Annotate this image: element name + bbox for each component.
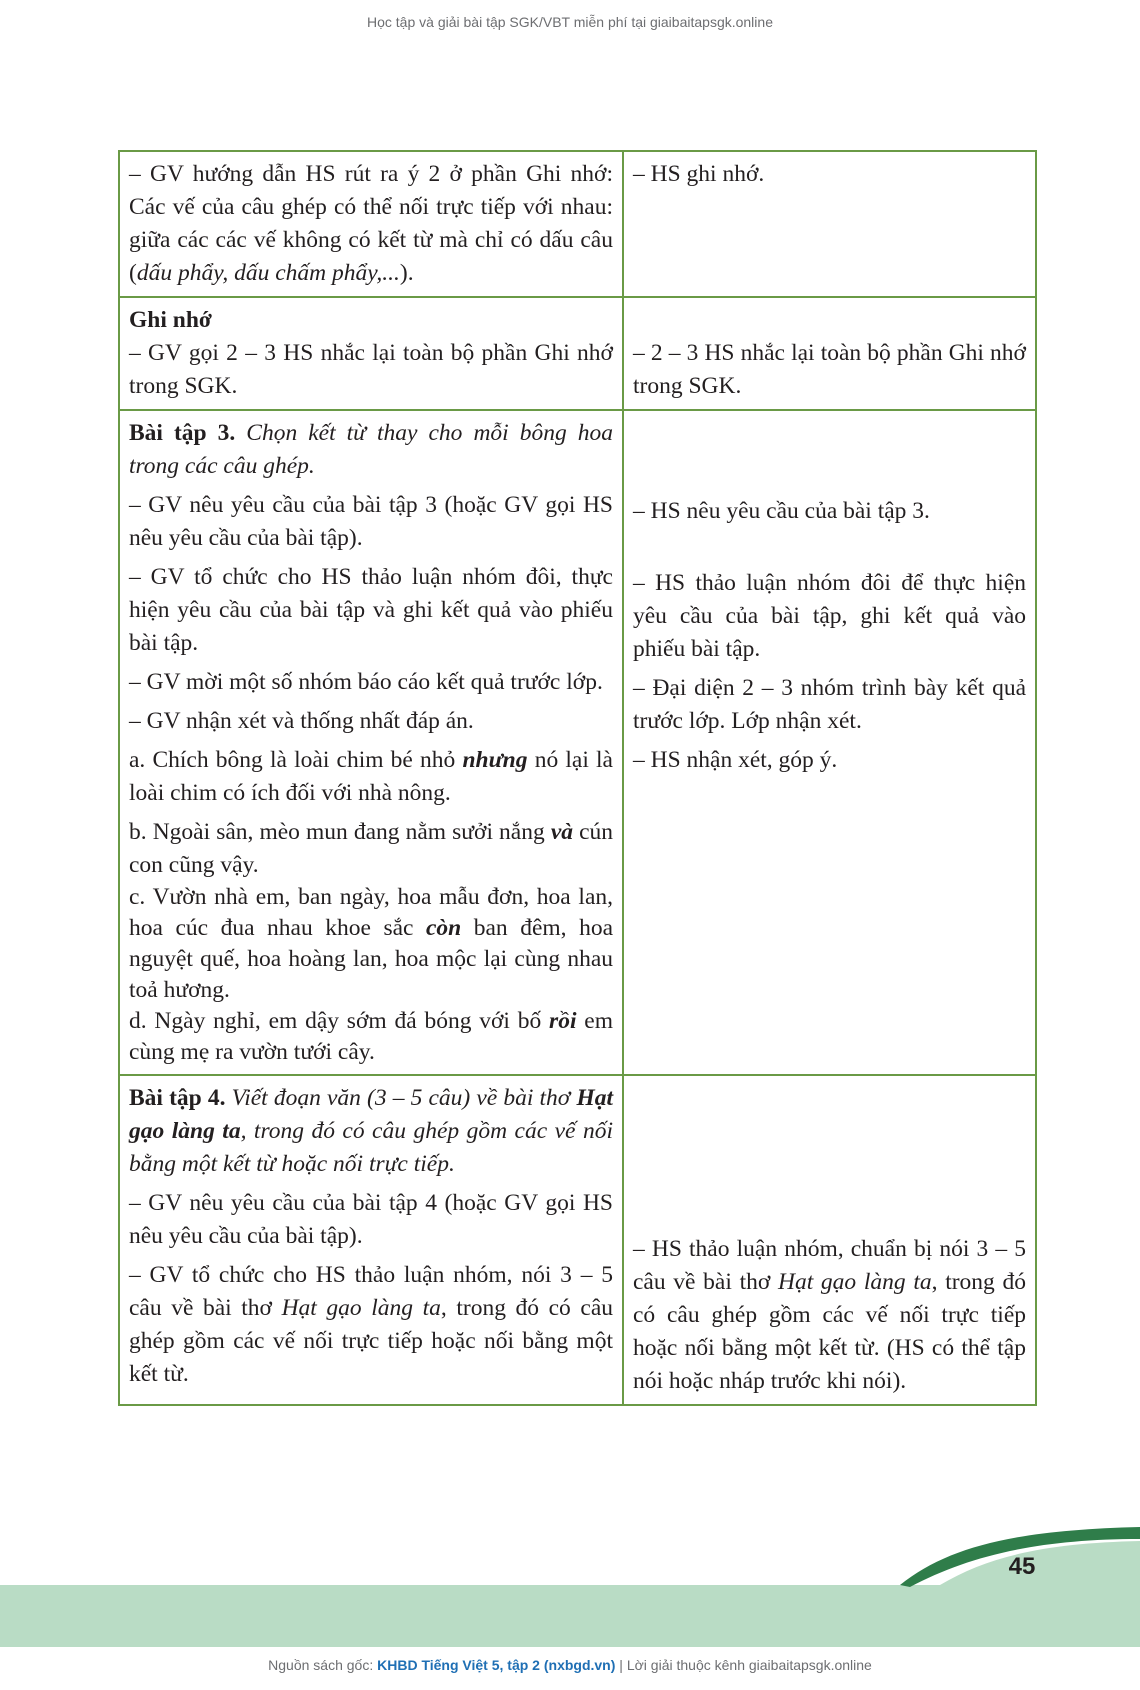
poem-title: Hạt gạo làng ta	[129, 1085, 613, 1144]
exercise-prompt: Viết đoạn văn (3 – 5 câu) về bài thơ	[225, 1085, 577, 1111]
exercise-title	[129, 417, 613, 483]
spacer	[633, 304, 1026, 337]
student-step	[633, 1233, 1026, 1398]
source-footer	[0, 1657, 1140, 1673]
spacer	[633, 1082, 1026, 1227]
text: a. Chích bông là loài chim bé nhỏ	[129, 747, 463, 773]
exercise-title	[129, 1082, 613, 1181]
exercise-number: Bài tập 3.	[129, 420, 236, 446]
answer-item	[129, 1006, 613, 1068]
text: – HS thảo luận nhóm, chuẩn bị nói 3 – 5 câu về bài thơ	[633, 1236, 1026, 1295]
teacher-step: – GV gọi 2 – 3 HS nhắc lại toàn bộ phần Ghi nhớ trong SGK.	[129, 340, 613, 399]
keyword: nhưng	[462, 747, 528, 773]
top-banner: Học tập và giải bài tập SGK/VBT miễn phí tại giaibaitapsgk.online	[367, 14, 773, 30]
text: – GV tổ chức cho HS thảo luận nhóm, nói 3 – 5 câu về bài thơ	[129, 1262, 613, 1321]
footer-band	[0, 1585, 1140, 1647]
student-step: – HS ghi nhớ.	[633, 161, 765, 187]
text: , trong đó có câu ghép gồm các vế nối trực tiếp hoặc nối bằng một kết từ. (HS có thể tập nói hoặc nháp trước khi nói).	[633, 1269, 1026, 1394]
table-row	[119, 410, 1036, 1075]
text: em cùng mẹ ra vườn tưới cây.	[129, 1008, 613, 1065]
keyword: rồi	[549, 1008, 577, 1034]
poem-title: Hạt gạo làng ta	[777, 1269, 932, 1295]
student-cell	[623, 151, 1036, 297]
text: , trong đó có câu ghép gồm các vế nối trực tiếp hoặc nối bằng một kết từ.	[129, 1295, 614, 1387]
spacer	[633, 417, 1026, 491]
teacher-step: – GV nêu yêu cầu của bài tập 3 (hoặc GV gọi HS nêu yêu cầu của bài tập).	[129, 492, 613, 551]
teacher-step: – GV nhận xét và thống nhất đáp án.	[129, 708, 474, 734]
student-step: – Đại diện 2 – 3 nhóm trình bày kết quả trước lớp. Lớp nhận xét.	[633, 675, 1026, 734]
table-row	[119, 297, 1036, 410]
teacher-step: – GV tổ chức cho HS thảo luận nhóm đôi, thực hiện yêu cầu của bài tập và ghi kết quả vào phiếu bài tập.	[129, 564, 613, 656]
student-step: – HS nhận xét, góp ý.	[633, 747, 838, 773]
text: – GV hướng dẫn HS rút ra ý 2 ở phần Ghi nhớ: Các vế của câu ghép có thể nối trực tiếp với nhau: giữa các các vế không có kết từ mà chỉ có dấu câu (	[129, 161, 613, 286]
text: cún con cũng vậy.	[129, 819, 614, 878]
teacher-cell	[119, 297, 623, 410]
table-row	[119, 1075, 1036, 1405]
teacher-step: – GV nêu yêu cầu của bài tập 4 (hoặc GV gọi HS nêu yêu cầu của bài tập).	[129, 1190, 613, 1249]
section-heading: Ghi nhớ	[129, 307, 212, 333]
text: nó lại là loài chim có ích đối với nhà nông.	[129, 747, 613, 806]
text: b. Ngoài sân, mèo mun đang nằm sưởi nắng	[129, 819, 551, 845]
text: d. Ngày nghỉ, em dậy sớm đá bóng với bố	[129, 1008, 550, 1034]
exercise-prompt: , trong đó có câu ghép gồm các vế nối bằng một kết từ hoặc nối trực tiếp.	[129, 1118, 613, 1177]
answer-item	[129, 816, 613, 882]
exercise-prompt: Chọn kết từ thay cho mỗi bông hoa trong các câu ghép.	[129, 420, 613, 479]
source-book-link[interactable]: KHBD Tiếng Việt 5, tập 2 (nxbgd.vn)	[377, 1657, 616, 1673]
teacher-cell	[119, 410, 623, 1075]
teacher-cell	[119, 1075, 623, 1405]
teacher-step	[129, 1259, 613, 1391]
student-step: – HS thảo luận nhóm đôi để thực hiện yêu cầu của bài tập, ghi kết quả vào phiếu bài tập.	[633, 570, 1026, 662]
lesson-plan-table	[118, 150, 1037, 1406]
exercise-number: Bài tập 4.	[129, 1085, 226, 1111]
student-cell	[623, 1075, 1036, 1405]
answer-item	[129, 882, 613, 1006]
source-suffix: Lời giải thuộc kênh giaibaitapsgk.online	[626, 1657, 872, 1673]
text: ban đêm, hoa nguyệt quế, hoa hoàng lan, hoa mộc lại cùng nhau toả hương.	[129, 915, 613, 1003]
teacher-step: – GV mời một số nhóm báo cáo kết quả trước lớp.	[129, 669, 603, 695]
teacher-step	[129, 158, 613, 290]
poem-title: Hạt gạo làng ta	[281, 1295, 441, 1321]
text: ).	[399, 260, 414, 286]
student-step: – HS nêu yêu cầu của bài tập 3.	[633, 498, 930, 524]
source-prefix: Nguồn sách gốc:	[268, 1657, 378, 1673]
text: c. Vườn nhà em, ban ngày, hoa mẫu đơn, hoa lan, hoa cúc đua nhau khoe sắc	[129, 884, 613, 941]
student-cell	[623, 410, 1036, 1075]
answer-item	[129, 744, 613, 810]
keyword: và	[550, 819, 573, 845]
italic-text: dấu phẩy, dấu chấm phẩy,...	[136, 260, 400, 286]
keyword: còn	[425, 915, 462, 941]
student-cell	[623, 297, 1036, 410]
teacher-cell	[119, 151, 623, 297]
page-number: 45	[1008, 1553, 1036, 1580]
table-row	[119, 151, 1036, 297]
separator: |	[615, 1657, 627, 1673]
student-step: – 2 – 3 HS nhắc lại toàn bộ phần Ghi nhớ trong SGK.	[633, 340, 1026, 399]
